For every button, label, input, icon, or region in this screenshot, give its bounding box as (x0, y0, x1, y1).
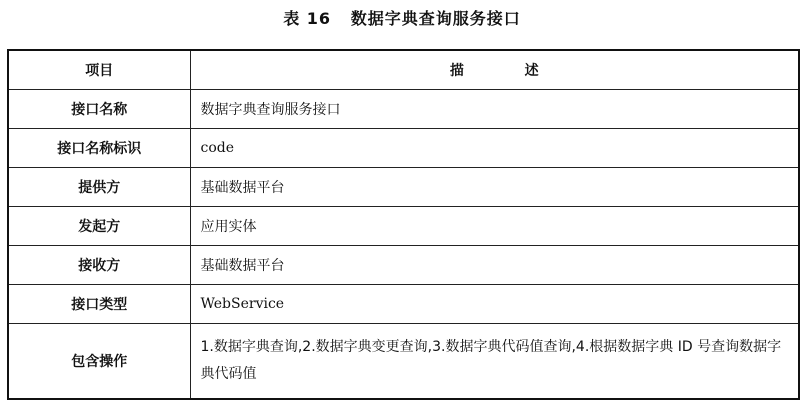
row-item-interface-name: 接口名称 (8, 90, 190, 129)
row-desc-interface-id: code (190, 129, 799, 168)
row-item-interface-type: 接口类型 (8, 285, 190, 324)
header-description (190, 50, 799, 90)
row-item-interface-id: 接口名称标识 (8, 129, 190, 168)
header-description-label: 描 述 (449, 63, 567, 79)
table-row (8, 324, 799, 400)
table-row (8, 90, 799, 129)
table-row (8, 207, 799, 246)
header-item: 项目 (8, 50, 190, 90)
row-item-initiator: 发起方 (8, 207, 190, 246)
table-row (8, 285, 799, 324)
row-item-operations: 包含操作 (8, 324, 190, 400)
table-row (8, 129, 799, 168)
row-desc-initiator: 应用实体 (190, 207, 799, 246)
row-desc-interface-name: 数据字典查询服务接口 (190, 90, 799, 129)
table-header-row (8, 50, 799, 90)
row-desc-provider: 基础数据平台 (190, 168, 799, 207)
row-desc-interface-type: WebService (190, 285, 799, 324)
table-caption: 表 16 数据字典查询服务接口 (283, 9, 521, 28)
row-desc-operations: 1.数据字典查询,2.数据字典变更查询,3.数据字典代码值查询,4.根据数据字典 ID 号查询数据字典代码值 (190, 324, 799, 400)
row-item-receiver: 接收方 (8, 246, 190, 285)
table-row (8, 246, 799, 285)
table-row (8, 168, 799, 207)
interface-spec-table (7, 49, 800, 400)
row-item-provider: 提供方 (8, 168, 190, 207)
row-desc-receiver: 基础数据平台 (190, 246, 799, 285)
